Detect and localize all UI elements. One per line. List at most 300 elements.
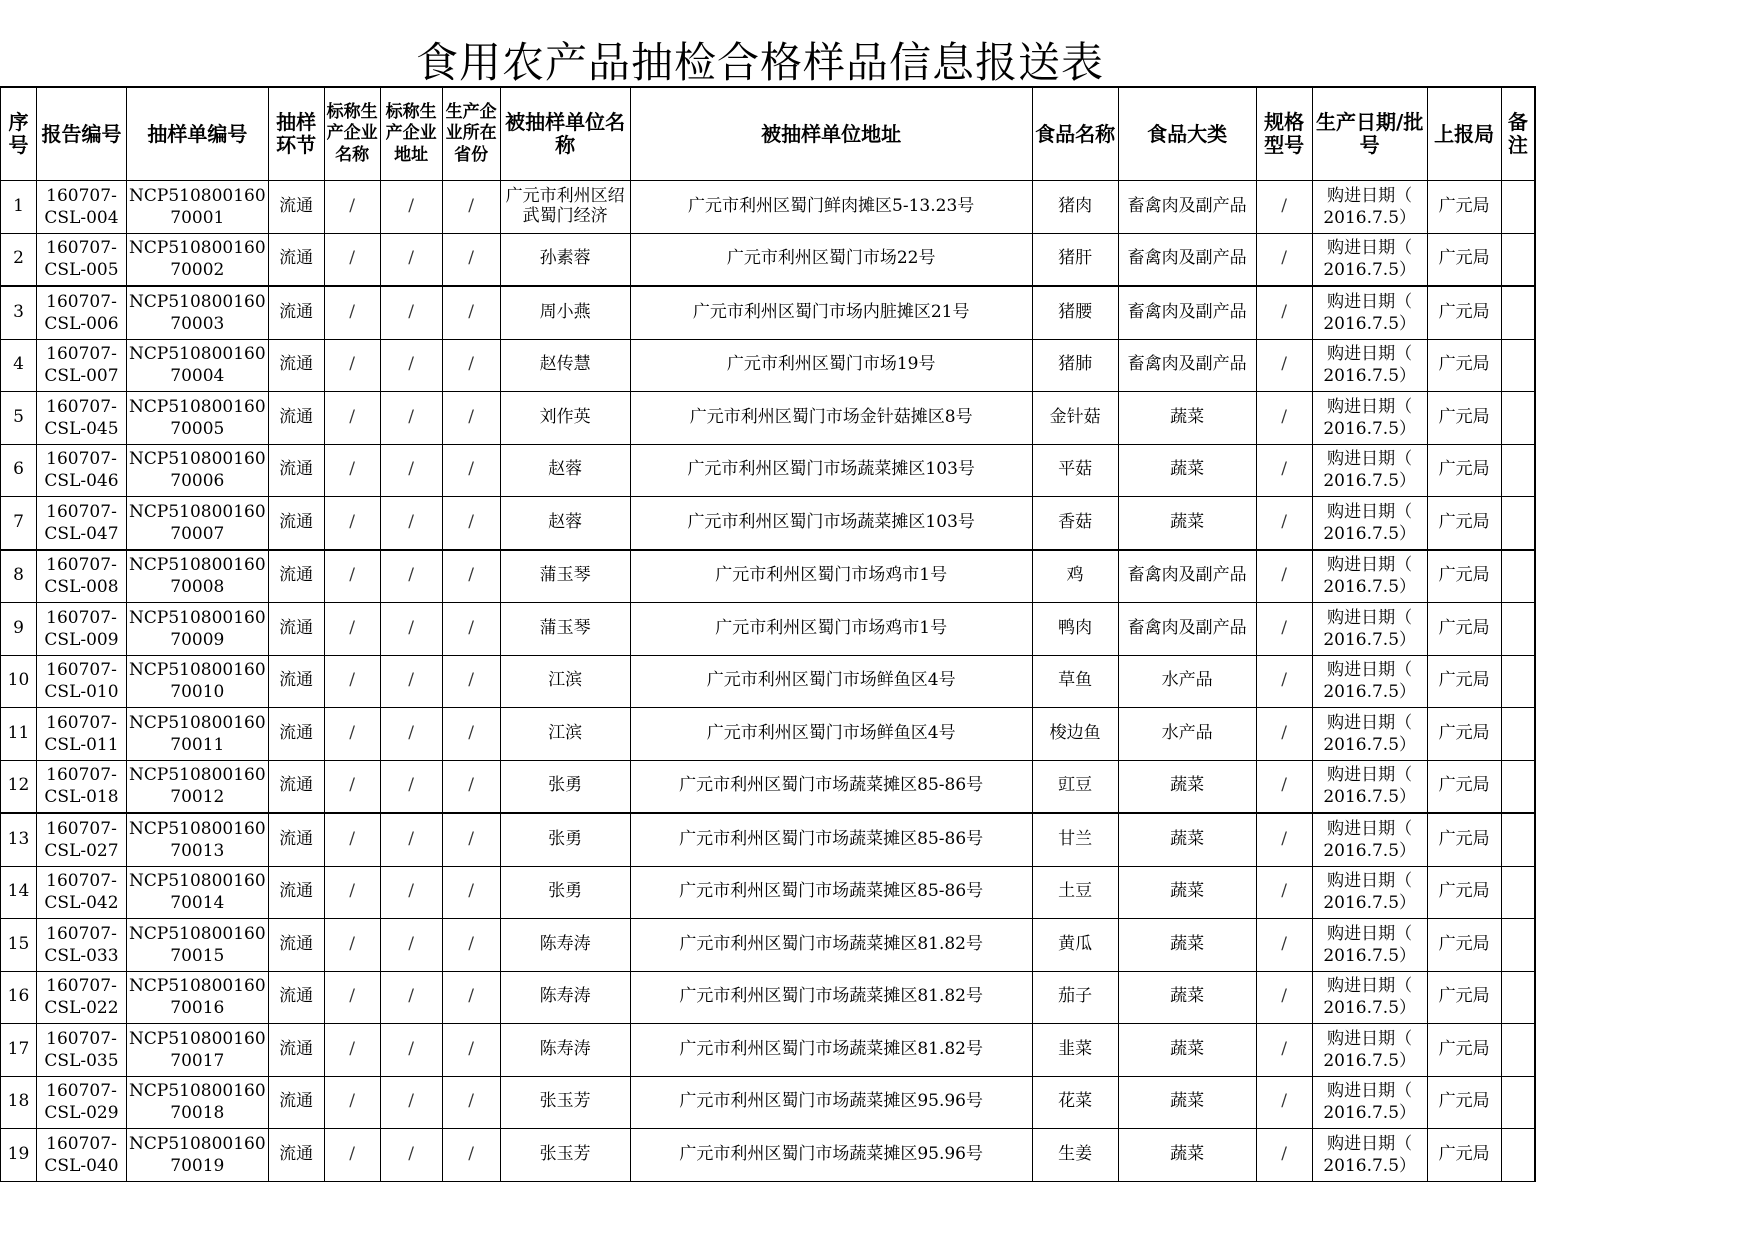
cell-date-text: 购进日期（	[1327, 555, 1413, 576]
cell-unit-addr	[630, 603, 1032, 656]
cell-date-text: 购进日期（	[1327, 1133, 1413, 1154]
cell-date-text: 2016.7.5）	[1323, 682, 1417, 703]
cell-unit-name-text: 陈寿涛	[539, 933, 591, 954]
cell-sample-no	[127, 603, 269, 656]
cell-report-no-text: CSL-007	[44, 366, 119, 387]
cell-date	[1312, 233, 1427, 286]
cell-maker-addr	[380, 233, 442, 286]
cell-food-cat-text: 水产品	[1161, 722, 1213, 743]
cell-stage-text: 流通	[279, 195, 314, 216]
cell-food-cat-text: 蔬菜	[1170, 881, 1205, 902]
cell-date-text: 2016.7.5）	[1323, 945, 1417, 966]
cell-date-text: 2016.7.5）	[1323, 207, 1417, 228]
cell-stage	[268, 1024, 324, 1077]
cell-maker-addr-text: /	[408, 722, 415, 743]
cell-seq	[1, 392, 37, 445]
cell-report-no	[37, 286, 127, 339]
cell-maker-addr	[380, 760, 442, 813]
cell-food-name-text: 草鱼	[1058, 670, 1093, 691]
cell-food-name	[1032, 655, 1118, 708]
cell-report-no	[37, 497, 127, 550]
cell-food-name-text: 猪肉	[1058, 195, 1093, 216]
cell-maker-prov-text: /	[468, 933, 475, 954]
cell-maker-name	[324, 708, 380, 761]
cell-date-text: 购进日期（	[1327, 923, 1413, 944]
cell-maker-name-text: /	[349, 881, 356, 902]
cell-sample-no	[127, 392, 269, 445]
cell-unit-addr	[630, 760, 1032, 813]
cell-spec-text: /	[1281, 1091, 1288, 1112]
cell-food-name-text: 金针菇	[1049, 406, 1101, 427]
cell-sample-no	[127, 1076, 269, 1129]
cell-date-text: 2016.7.5）	[1323, 313, 1417, 334]
cell-spec	[1256, 1129, 1312, 1182]
cell-seq-text: 1	[13, 195, 24, 216]
cell-unit-addr	[630, 919, 1032, 972]
cell-unit-addr-text: 广元市利州区蜀门市场19号	[726, 354, 936, 375]
cell-unit-addr	[630, 1129, 1032, 1182]
cell-maker-prov	[442, 233, 500, 286]
cell-maker-name	[324, 760, 380, 813]
cell-maker-addr	[380, 392, 442, 445]
cell-food-cat-text: 蔬菜	[1170, 459, 1205, 480]
cell-maker-name	[324, 1129, 380, 1182]
cell-food-name	[1032, 233, 1118, 286]
cell-spec	[1256, 233, 1312, 286]
cell-spec	[1256, 760, 1312, 813]
cell-sample-no	[127, 1129, 269, 1182]
cell-food-cat	[1118, 971, 1256, 1024]
cell-unit-name-text: 赵蓉	[548, 459, 583, 480]
cell-date-text: 购进日期（	[1327, 765, 1413, 786]
cell-food-cat-text: 蔬菜	[1170, 1143, 1205, 1164]
cell-sample-no-text: NCP510800160	[129, 660, 266, 681]
cell-bureau-text: 广元局	[1438, 617, 1490, 638]
cell-food-name-text: 甘兰	[1058, 828, 1093, 849]
cell-date-text: 购进日期（	[1327, 185, 1413, 206]
cell-food-name	[1032, 813, 1118, 866]
cell-unit-name-text: 张玉芳	[539, 1143, 591, 1164]
cell-bureau	[1427, 655, 1501, 708]
cell-report-no-text: CSL-018	[44, 787, 119, 808]
cell-sample-no-text: 70013	[170, 840, 225, 861]
cell-spec-text: /	[1281, 248, 1288, 269]
cell-report-no-text: CSL-042	[44, 893, 119, 914]
cell-food-name	[1032, 603, 1118, 656]
cell-unit-addr	[630, 655, 1032, 708]
cell-spec-text: /	[1281, 617, 1288, 638]
cell-maker-prov-text: /	[468, 248, 475, 269]
cell-food-cat	[1118, 233, 1256, 286]
cell-unit-name	[500, 392, 630, 445]
cell-maker-name	[324, 1076, 380, 1129]
cell-food-cat	[1118, 708, 1256, 761]
cell-maker-name	[324, 181, 380, 234]
cell-date-text: 2016.7.5）	[1323, 577, 1417, 598]
cell-report-no-text: 160707-	[46, 976, 117, 997]
cell-remark	[1501, 497, 1535, 550]
cell-date	[1312, 1024, 1427, 1077]
cell-food-name-text: 韭菜	[1058, 1038, 1093, 1059]
cell-maker-prov-text: /	[468, 195, 475, 216]
cell-food-cat-text: 蔬菜	[1170, 775, 1205, 796]
cell-food-cat-text: 蔬菜	[1170, 828, 1205, 849]
cell-seq-text: 2	[13, 248, 24, 269]
cell-food-cat-text: 畜禽肉及副产品	[1127, 617, 1247, 638]
table-row	[1, 1076, 1536, 1129]
cell-maker-prov-text: /	[468, 406, 475, 427]
cell-maker-name	[324, 813, 380, 866]
cell-food-name-text: 生姜	[1058, 1143, 1093, 1164]
cell-food-name-text: 香菇	[1058, 511, 1093, 532]
cell-unit-name	[500, 181, 630, 234]
table-row	[1, 444, 1536, 497]
cell-report-no-text: CSL-008	[44, 577, 119, 598]
table-row	[1, 760, 1536, 813]
cell-seq-text: 6	[13, 459, 24, 480]
cell-stage-text: 流通	[279, 406, 314, 427]
cell-maker-addr-text: /	[408, 195, 415, 216]
cell-sample-no-text: NCP510800160	[129, 1028, 266, 1049]
cell-report-no-text: 160707-	[46, 660, 117, 681]
cell-sample-no	[127, 760, 269, 813]
cell-stage-text: 流通	[279, 459, 314, 480]
cell-sample-no-text: NCP510800160	[129, 607, 266, 628]
cell-date-text: 购进日期（	[1327, 1028, 1413, 1049]
cell-bureau-text: 广元局	[1438, 1143, 1490, 1164]
cell-report-no	[37, 1129, 127, 1182]
cell-stage-text: 流通	[279, 1091, 314, 1112]
cell-maker-prov-text: /	[468, 301, 475, 322]
cell-stage-text: 流通	[279, 617, 314, 638]
cell-stage	[268, 919, 324, 972]
cell-unit-addr	[630, 813, 1032, 866]
cell-spec	[1256, 813, 1312, 866]
cell-spec-text: /	[1281, 195, 1288, 216]
cell-maker-prov	[442, 339, 500, 392]
cell-maker-name	[324, 550, 380, 603]
cell-stage	[268, 655, 324, 708]
cell-stage	[268, 286, 324, 339]
cell-seq-text: 14	[7, 881, 30, 902]
cell-stage-text: 流通	[279, 828, 314, 849]
cell-sample-no-text: NCP510800160	[129, 396, 266, 417]
cell-sample-no-text: NCP510800160	[129, 291, 266, 312]
cell-spec	[1256, 603, 1312, 656]
cell-maker-prov-text: /	[468, 511, 475, 532]
cell-stage	[268, 233, 324, 286]
cell-food-cat-text: 畜禽肉及副产品	[1127, 195, 1247, 216]
cell-bureau-text: 广元局	[1438, 986, 1490, 1007]
cell-sample-no	[127, 708, 269, 761]
cell-maker-addr	[380, 655, 442, 708]
cell-bureau	[1427, 550, 1501, 603]
header-maker-name: 标称生产企业名称	[324, 87, 380, 181]
cell-seq	[1, 233, 37, 286]
cell-spec-text: /	[1281, 565, 1288, 586]
cell-maker-name	[324, 1024, 380, 1077]
cell-food-name	[1032, 497, 1118, 550]
cell-maker-name-text: /	[349, 617, 356, 638]
cell-date-text: 2016.7.5）	[1323, 787, 1417, 808]
cell-bureau	[1427, 233, 1501, 286]
cell-maker-prov	[442, 708, 500, 761]
cell-food-cat	[1118, 181, 1256, 234]
cell-food-name-text: 黄瓜	[1058, 933, 1093, 954]
cell-date	[1312, 1076, 1427, 1129]
cell-maker-prov	[442, 1076, 500, 1129]
cell-maker-addr	[380, 813, 442, 866]
report-table	[0, 86, 1536, 1182]
cell-stage-text: 流通	[279, 881, 314, 902]
cell-unit-addr-text: 广元市利州区蜀门市场鲜鱼区4号	[706, 722, 956, 743]
cell-date-text: 购进日期（	[1327, 449, 1413, 470]
cell-date	[1312, 919, 1427, 972]
cell-bureau-text: 广元局	[1438, 406, 1490, 427]
cell-food-name	[1032, 866, 1118, 919]
cell-seq-text: 17	[7, 1038, 30, 1059]
cell-seq	[1, 286, 37, 339]
cell-unit-name-text: 江滨	[548, 670, 583, 691]
cell-date-text: 购进日期（	[1327, 712, 1413, 733]
cell-remark	[1501, 1076, 1535, 1129]
cell-seq	[1, 866, 37, 919]
cell-date-text: 2016.7.5）	[1323, 734, 1417, 755]
table-row	[1, 708, 1536, 761]
cell-stage	[268, 866, 324, 919]
cell-unit-name-text: 陈寿涛	[539, 986, 591, 1007]
cell-stage	[268, 550, 324, 603]
cell-unit-addr	[630, 444, 1032, 497]
cell-unit-addr-text: 广元市利州区蜀门市场鲜鱼区4号	[706, 670, 956, 691]
cell-unit-addr-text: 广元市利州区蜀门市场蔬菜摊区81.82号	[679, 986, 983, 1007]
cell-report-no-text: CSL-045	[44, 418, 119, 439]
cell-bureau	[1427, 919, 1501, 972]
cell-stage	[268, 444, 324, 497]
cell-report-no	[37, 603, 127, 656]
cell-sample-no-text: 70001	[170, 207, 225, 228]
cell-seq	[1, 1129, 37, 1182]
cell-unit-addr-text: 广元市利州区蜀门市场蔬菜摊区85-86号	[679, 881, 984, 902]
table-row	[1, 286, 1536, 339]
cell-unit-name	[500, 919, 630, 972]
header-sample-no: 抽样单编号	[127, 87, 269, 181]
cell-maker-prov-text: /	[468, 459, 475, 480]
cell-sample-no-text: 70004	[170, 366, 225, 387]
cell-sample-no-text: NCP510800160	[129, 238, 266, 259]
cell-maker-name-text: /	[349, 511, 356, 532]
cell-sample-no	[127, 497, 269, 550]
cell-unit-name-text: 赵传慧	[539, 354, 591, 375]
cell-spec	[1256, 339, 1312, 392]
cell-maker-prov	[442, 392, 500, 445]
cell-bureau-text: 广元局	[1438, 1038, 1490, 1059]
cell-remark	[1501, 181, 1535, 234]
cell-remark	[1501, 233, 1535, 286]
cell-maker-addr-text: /	[408, 1038, 415, 1059]
cell-spec-text: /	[1281, 722, 1288, 743]
cell-sample-no-text: NCP510800160	[129, 555, 266, 576]
cell-unit-addr-text: 广元市利州区蜀门鲜肉摊区5-13.23号	[688, 195, 975, 216]
cell-unit-addr-text: 广元市利州区蜀门市场蔬菜摊区81.82号	[679, 933, 983, 954]
cell-maker-name	[324, 655, 380, 708]
cell-maker-addr-text: /	[408, 933, 415, 954]
cell-maker-addr-text: /	[408, 828, 415, 849]
cell-date-text: 购进日期（	[1327, 871, 1413, 892]
table-body	[1, 181, 1536, 1182]
header-maker-addr: 标称生产企业地址	[380, 87, 442, 181]
cell-bureau	[1427, 603, 1501, 656]
cell-stage	[268, 181, 324, 234]
header-stage: 抽样环节	[268, 87, 324, 181]
cell-date-text: 2016.7.5）	[1323, 260, 1417, 281]
cell-report-no-text: 160707-	[46, 1081, 117, 1102]
cell-unit-name	[500, 971, 630, 1024]
cell-unit-addr	[630, 971, 1032, 1024]
cell-seq	[1, 339, 37, 392]
cell-unit-addr	[630, 497, 1032, 550]
cell-maker-name-text: /	[349, 1038, 356, 1059]
cell-bureau	[1427, 866, 1501, 919]
cell-food-cat	[1118, 813, 1256, 866]
cell-maker-name-text: /	[349, 195, 356, 216]
cell-seq	[1, 919, 37, 972]
cell-maker-prov	[442, 971, 500, 1024]
cell-report-no-text: CSL-046	[44, 471, 119, 492]
cell-report-no-text: 160707-	[46, 344, 117, 365]
cell-date-text: 2016.7.5）	[1323, 629, 1417, 650]
cell-food-name-text: 鸡	[1066, 565, 1084, 586]
cell-food-name-text: 平菇	[1058, 459, 1093, 480]
cell-unit-name	[500, 233, 630, 286]
cell-food-name	[1032, 708, 1118, 761]
cell-seq-text: 16	[7, 986, 30, 1007]
cell-food-cat-text: 蔬菜	[1170, 933, 1205, 954]
cell-maker-name-text: /	[349, 933, 356, 954]
cell-sample-no-text: 70003	[170, 313, 225, 334]
cell-date-text: 购进日期（	[1327, 1081, 1413, 1102]
cell-sample-no	[127, 181, 269, 234]
cell-sample-no-text: NCP510800160	[129, 871, 266, 892]
cell-maker-addr	[380, 286, 442, 339]
cell-report-no	[37, 708, 127, 761]
cell-maker-name	[324, 286, 380, 339]
cell-unit-addr	[630, 866, 1032, 919]
cell-maker-addr	[380, 1024, 442, 1077]
cell-report-no-text: 160707-	[46, 765, 117, 786]
cell-unit-addr	[630, 233, 1032, 286]
cell-food-name-text: 土豆	[1058, 881, 1093, 902]
cell-maker-prov-text: /	[468, 565, 475, 586]
cell-unit-addr-text: 广元市利州区蜀门市场金针菇摊区8号	[689, 406, 973, 427]
cell-maker-name-text: /	[349, 248, 356, 269]
cell-maker-prov	[442, 813, 500, 866]
cell-unit-name	[500, 497, 630, 550]
cell-maker-prov	[442, 655, 500, 708]
cell-date	[1312, 813, 1427, 866]
cell-food-cat	[1118, 1076, 1256, 1129]
cell-stage-text: 流通	[279, 1038, 314, 1059]
header-remark: 备注	[1501, 87, 1535, 181]
cell-food-cat-text: 蔬菜	[1170, 406, 1205, 427]
table-row	[1, 866, 1536, 919]
cell-report-no	[37, 866, 127, 919]
cell-unit-name	[500, 603, 630, 656]
cell-maker-prov-text: /	[468, 828, 475, 849]
cell-unit-name	[500, 339, 630, 392]
cell-sample-no-text: NCP510800160	[129, 501, 266, 522]
cell-remark	[1501, 392, 1535, 445]
cell-date-text: 购进日期（	[1327, 607, 1413, 628]
cell-spec-text: /	[1281, 301, 1288, 322]
cell-unit-addr	[630, 708, 1032, 761]
cell-food-name-text: 豇豆	[1058, 775, 1093, 796]
cell-food-cat	[1118, 1129, 1256, 1182]
cell-sample-no-text: 70009	[170, 629, 225, 650]
table-row	[1, 339, 1536, 392]
cell-food-name	[1032, 919, 1118, 972]
cell-food-name	[1032, 971, 1118, 1024]
cell-maker-prov-text: /	[468, 986, 475, 1007]
cell-maker-addr-text: /	[408, 1091, 415, 1112]
cell-report-no-text: CSL-010	[44, 682, 119, 703]
cell-maker-prov-text: /	[468, 354, 475, 375]
cell-stage	[268, 1129, 324, 1182]
cell-unit-addr	[630, 181, 1032, 234]
cell-seq	[1, 971, 37, 1024]
cell-report-no-text: CSL-033	[44, 945, 119, 966]
cell-date-text: 2016.7.5）	[1323, 1050, 1417, 1071]
cell-sample-no-text: NCP510800160	[129, 449, 266, 470]
cell-seq	[1, 655, 37, 708]
cell-unit-name-text: 张玉芳	[539, 1091, 591, 1112]
cell-bureau-text: 广元局	[1438, 775, 1490, 796]
cell-unit-addr-text: 广元市利州区蜀门市场内脏摊区21号	[692, 301, 970, 322]
cell-food-cat	[1118, 655, 1256, 708]
cell-food-cat-text: 蔬菜	[1170, 511, 1205, 532]
cell-bureau-text: 广元局	[1438, 722, 1490, 743]
cell-report-no	[37, 813, 127, 866]
header-spec: 规格型号	[1256, 87, 1312, 181]
cell-sample-no-text: 70010	[170, 682, 225, 703]
cell-unit-name	[500, 550, 630, 603]
cell-bureau-text: 广元局	[1438, 881, 1490, 902]
cell-food-cat-text: 畜禽肉及副产品	[1127, 248, 1247, 269]
cell-date	[1312, 339, 1427, 392]
cell-unit-name-text: 赵蓉	[548, 511, 583, 532]
cell-unit-name	[500, 655, 630, 708]
cell-date	[1312, 708, 1427, 761]
cell-date	[1312, 181, 1427, 234]
cell-unit-name	[500, 866, 630, 919]
cell-unit-addr-text: 广元市利州区蜀门市场蔬菜摊区85-86号	[679, 828, 984, 849]
cell-sample-no-text: 70005	[170, 418, 225, 439]
cell-maker-name-text: /	[349, 1091, 356, 1112]
cell-maker-name	[324, 603, 380, 656]
cell-sample-no-text: 70007	[170, 523, 225, 544]
cell-bureau	[1427, 286, 1501, 339]
cell-sample-no-text: NCP510800160	[129, 923, 266, 944]
cell-food-name	[1032, 1129, 1118, 1182]
cell-stage-text: 流通	[279, 565, 314, 586]
cell-report-no	[37, 181, 127, 234]
cell-unit-addr-text: 广元市利州区蜀门市场蔬菜摊区95.96号	[679, 1143, 983, 1164]
cell-food-name	[1032, 181, 1118, 234]
cell-sample-no	[127, 550, 269, 603]
cell-food-name	[1032, 1076, 1118, 1129]
cell-spec	[1256, 444, 1312, 497]
cell-unit-name	[500, 1024, 630, 1077]
